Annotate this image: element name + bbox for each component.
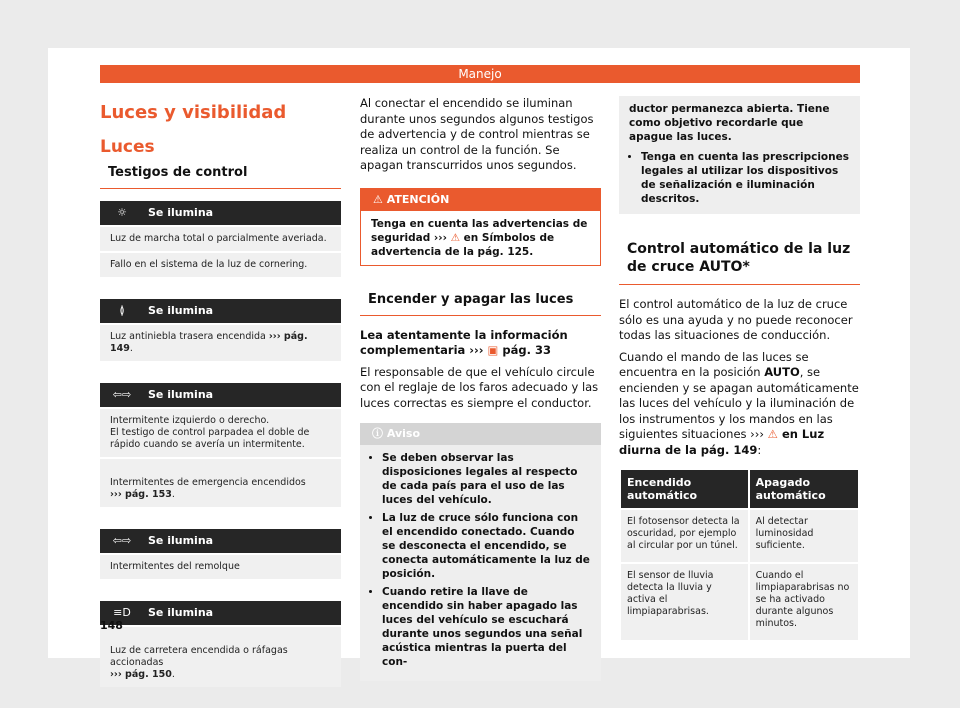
page-link[interactable]: ››› pág. 150 [110, 669, 172, 680]
table-header: Apagado automático [750, 470, 858, 508]
high-beam-icon: ≡D [113, 606, 131, 619]
note-header [360, 423, 601, 445]
body-paragraph: El responsable de que el vehículo circule con el reglaje de los faros adecuado y las luces correctas es siempre el conductor. [360, 364, 599, 410]
sun-light-icon: ☼ [117, 206, 127, 219]
trailer-turn-signal-icon: ⇦⇨ [112, 534, 132, 547]
column-right [619, 96, 860, 642]
control-row: Fallo en el sistema de la luz de cornering. [100, 253, 341, 277]
control-header [100, 383, 341, 407]
table-cell: El fotosensor detecta la oscuridad, por ejemplo al circular por un túnel. [621, 510, 748, 562]
auto-light-table [619, 468, 860, 642]
section-header: Manejo [100, 65, 860, 83]
control-header [100, 299, 341, 323]
table-cell: Al detectar luminosidad suficiente. [750, 510, 858, 562]
lead-paragraph: Lea atentamente la información complementaria ››› ▣ pág. 33 [360, 327, 568, 357]
control-row: Intermitente izquierdo o derecho. El testigo de control parpadea el doble de rápido cuando se avería un intermitente. [100, 409, 341, 457]
table-cell: Cuando el limpiaparabrisas no se ha activado durante algunos minutos. [750, 564, 858, 640]
control-header-label: Se ilumina [148, 304, 214, 317]
control-header [100, 201, 341, 225]
column-left [100, 96, 341, 687]
table-cell: El sensor de lluvia detecta la lluvia y activa el limpiaparabrisas. [621, 564, 748, 640]
warning-header [361, 189, 600, 211]
control-row: Intermitentes de emergencia encendidos ››› pág. 153. [100, 459, 341, 507]
body-paragraph: El control automático de la luz de cruce sólo es una ayuda y no puede reconocer todas las situaciones de conducción. [619, 297, 853, 342]
auto-light-icon: AUTO [764, 365, 800, 379]
control-header [100, 529, 341, 553]
warning-triangle-icon: ⚠ [373, 192, 383, 206]
chapter-title: Luces y visibilidad [100, 102, 287, 123]
note-continuation [619, 96, 860, 214]
warning-triangle-icon: ⚠ [767, 427, 778, 441]
warning-body: Tenga en cuenta las advertencias de seguridad ››› ⚠ en Símbolos de advertencia de la pág. 125. [371, 217, 588, 258]
warning-title: ATENCIÓN [386, 192, 450, 206]
note-continuation-text: ductor permanezca abierta. Tiene como objetivo recordarle que apague las luces. [629, 103, 830, 143]
warning-box [360, 188, 601, 266]
rear-fog-light-icon: ≬ [119, 304, 125, 317]
control-header-label: Se ilumina [148, 206, 214, 219]
control-row: Luz de carretera encendida o ráfagas accionadas ››› pág. 150. [100, 627, 341, 687]
info-icon: ⓘ [372, 427, 383, 440]
table-row [621, 510, 858, 562]
control-row: Luz de marcha total o parcialmente averiada. [100, 227, 341, 251]
control-header-label: Se ilumina [148, 606, 214, 619]
page-link[interactable]: ››› pág. 149 [110, 331, 308, 354]
control-header-label: Se ilumina [148, 388, 214, 401]
section-heading: Testigos de control [100, 165, 341, 189]
note-item: • Tenga en cuenta las prescripciones legales al utilizar los dispositivos de señalización e iluminación descritos. [641, 150, 850, 206]
section-heading: Encender y apagar las luces [360, 292, 601, 316]
note-item: • Cuando retire la llave de encendido sin haber apagado las luces del vehículo se escuchará durante unos segundos una señal acústica mientras la puerta del con- [382, 585, 591, 669]
page-link[interactable]: ››› pág. 153 [110, 489, 172, 500]
page-link[interactable]: en Luz diurna de la pág. 149 [619, 427, 825, 457]
turn-signal-icon: ⇦⇨ [112, 388, 132, 401]
page-number: 148 [100, 619, 123, 632]
intro-paragraph: Al conectar el encendido se iluminan durante unos segundos algunos testigos de advertencia y de control mientras se realiza un control de la función. Se apagan transcurridos unos segundos. [360, 96, 594, 172]
note-item: • Se deben observar las disposiciones legales al respecto de cada país para el uso de las luces del vehículo. [382, 451, 591, 507]
note-title: Aviso [386, 427, 421, 440]
note-body [360, 445, 601, 681]
table-row [621, 564, 858, 640]
column-middle [360, 96, 601, 681]
control-header [100, 601, 341, 625]
control-header-label: Se ilumina [148, 534, 214, 547]
book-reference-icon: ▣ [487, 343, 499, 357]
note-box [360, 423, 601, 681]
control-row: Luz antiniebla trasera encendida ››› pág. 149. [100, 325, 341, 361]
control-row: Intermitentes del remolque [100, 555, 341, 579]
body-paragraph: Cuando el mando de las luces se encuentra en la posición AUTO, se encienden y se apagan automáticamente las luces del vehículo y la iluminación de los instrumentos y los mandos en las siguientes situaciones ››› ⚠ en Luz diurna de la pág. 149: [619, 349, 859, 457]
auto-light-icon: AUTO [699, 259, 743, 275]
table-header: Encendido automático [621, 470, 748, 508]
warning-triangle-icon: ⚠ [450, 231, 460, 244]
chapter-subtitle: Luces [100, 137, 155, 157]
section-heading: Control automático de la luz de cruce AUTO* [619, 240, 860, 285]
note-item: • La luz de cruce sólo funciona con el encendido conectado. Cuando se desconecta el encendido, se conecta automáticamente la luz de posición. [382, 511, 591, 581]
